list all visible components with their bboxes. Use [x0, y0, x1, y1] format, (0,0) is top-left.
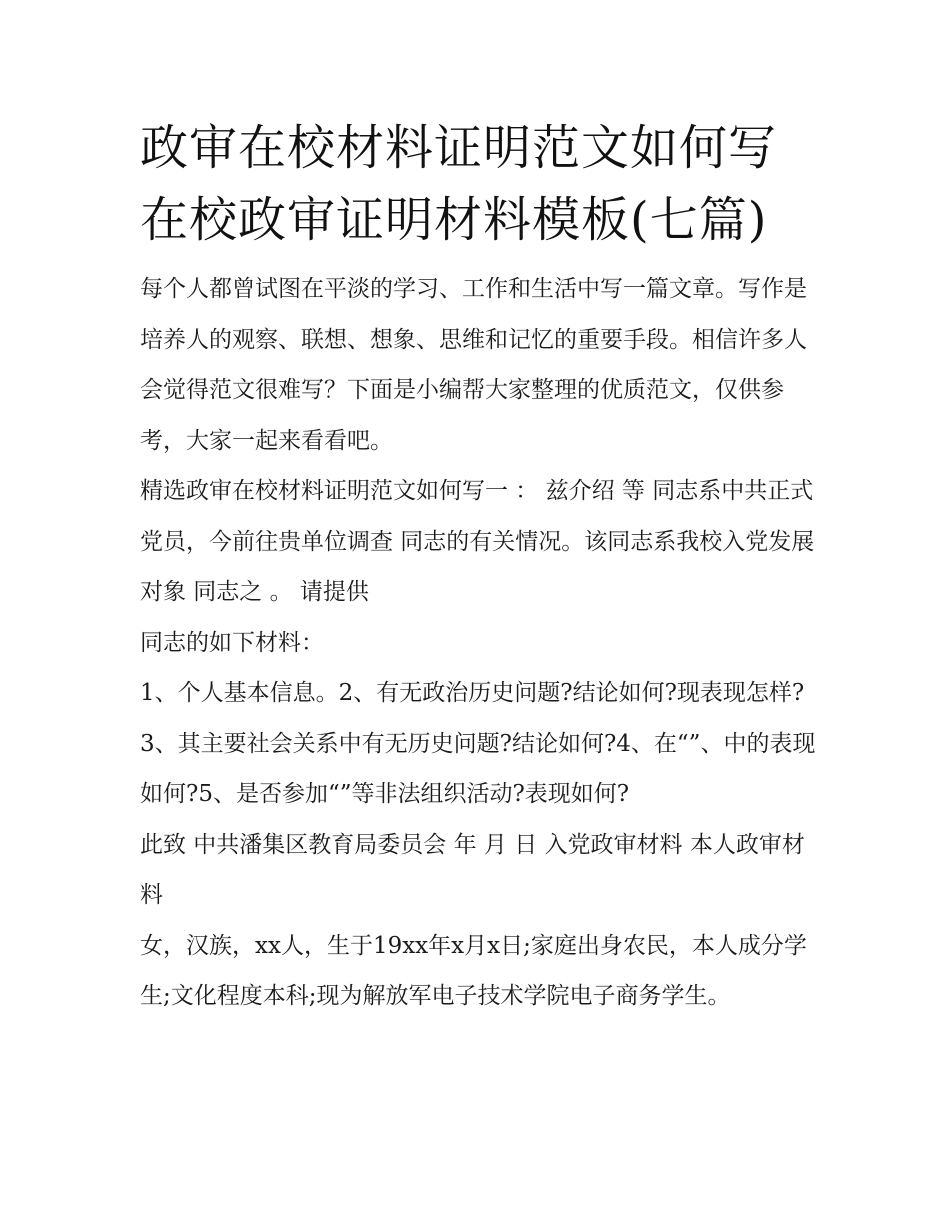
materials-request-paragraph: 同志的如下材料： — [140, 629, 324, 656]
personal-info-paragraph: 女，汉族，xx人，生于19xx年x月x日;家庭出身农民，本人成分学生;文化程度本科;现为解放军电子技术学院电子商务学生。 — [140, 932, 807, 1009]
title-line-1: 政审在校材料证明范文如何写 — [140, 120, 778, 176]
materials-list-paragraph: 1、个人基本信息。2、有无政治历史问题?结论如何?现表现怎样?3、其主要社会关系中有无历史问题?结论如何?4、在“”、中的表现如何?5、是否参加“”等非法组织活动?表现如何? — [140, 680, 816, 807]
document-title — [140, 112, 816, 256]
introduction-letter-paragraph: 精选政审在校材料证明范文如何写一 ： 兹介绍 等 同志系中共正式党员，今前往贵单位调查 同志的有关情况。该同志系我校入党发展对象 同志之 。 请提供 — [140, 478, 815, 605]
intro-paragraph: 每个人都曾试图在平淡的学习、工作和生活中写一篇文章。写作是培养人的观察、联想、想象、思维和记忆的重要手段。相信许多人会觉得范文很难写？下面是小编帮大家整理的优质范文，仅供参考，大家一起来看看吧。 — [140, 276, 807, 454]
document-content — [140, 112, 816, 1022]
closing-paragraph: 此致 中共潘集区教育局委员会 年 月 日 入党政审材料 本人政审材料 — [140, 831, 805, 908]
document-body — [140, 264, 816, 1022]
title-line-2: 在校政审证明材料模板(七篇) — [140, 192, 768, 248]
